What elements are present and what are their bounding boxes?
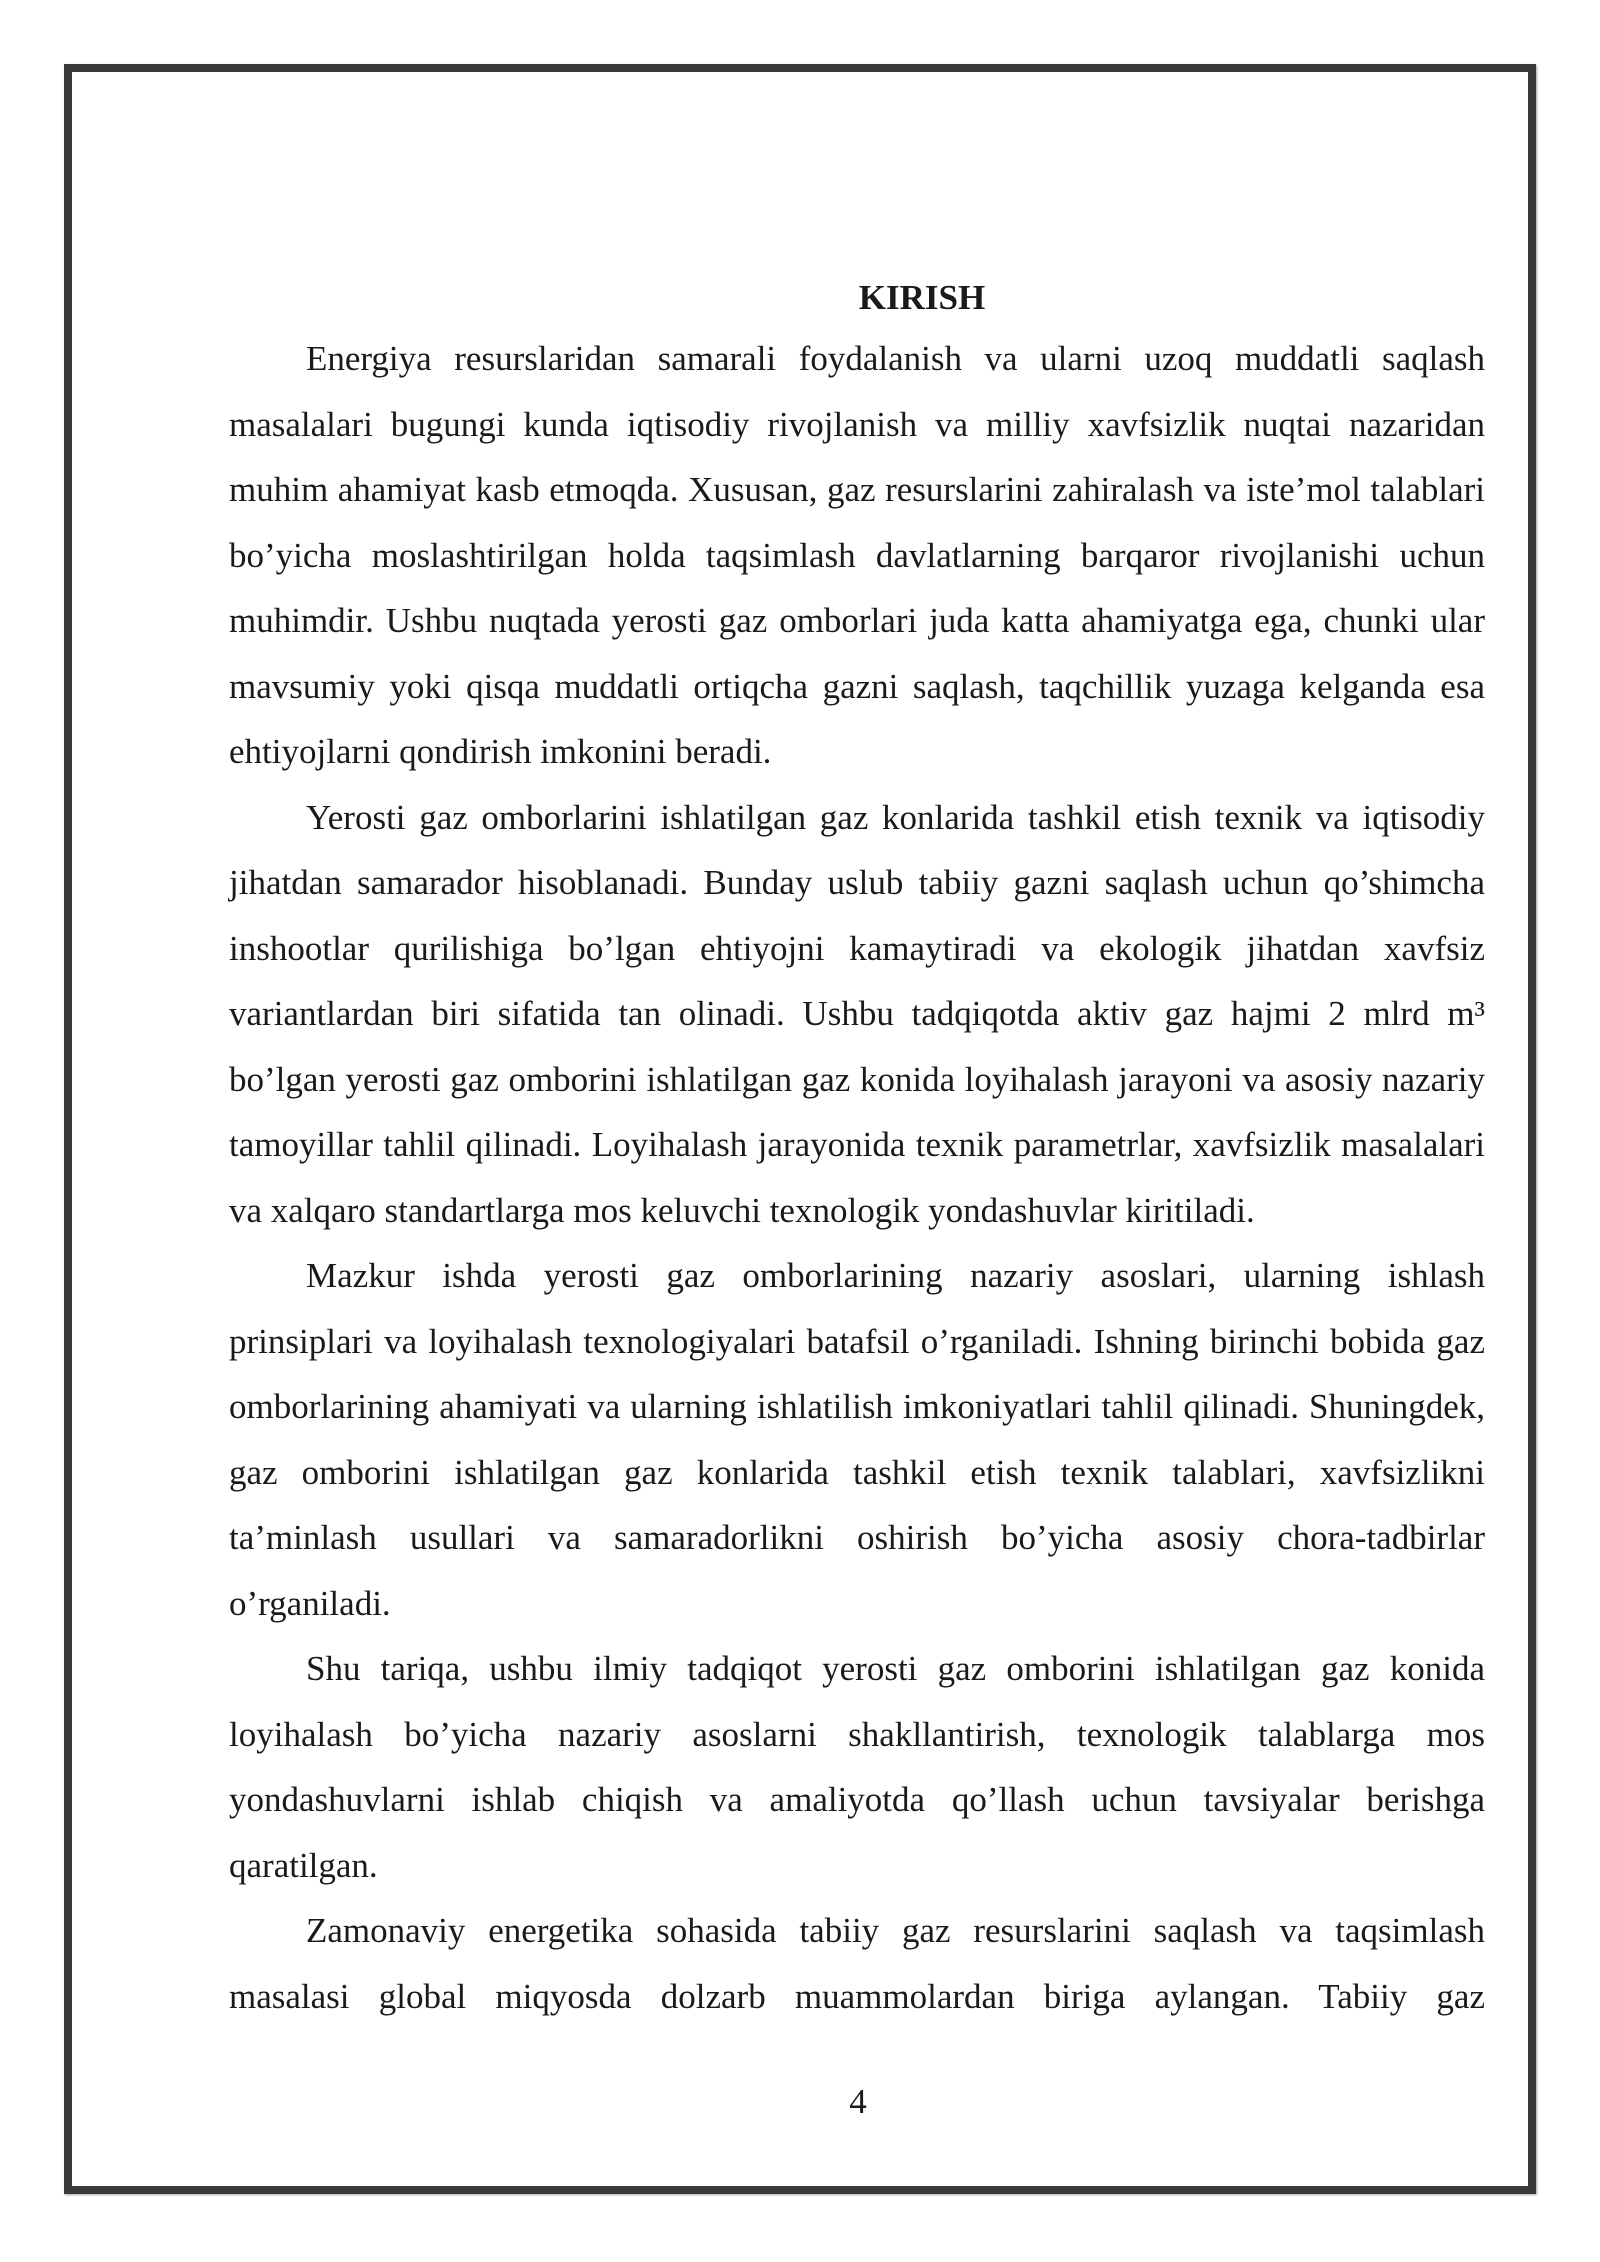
paragraph-3: Mazkur ishda yerosti gaz omborlarining nazariy asoslari, ularning ishlash prinsiplari va loyihalash texnologiyalari batafsil o’rganiladi. Ishning birinchi bobida gaz omborlarining ahamiyati va ularning ishlatilish imkoniyatlari tahlil qilinadi. Shuningdek, gaz omborini ishlatilgan gaz konlarida tashkil etish texnik talablari, xavfsizlikni ta’minlash usullari va samaradorlikni oshirish bo’yicha asosiy chora-tadbirlar o’rganiladi. [229, 1256, 1485, 1623]
paragraph-5: Zamonaviy energetika sohasida tabiiy gaz resurslarini saqlash va taqsimlash masalasi global miqyosda dolzarb muammolardan biriga aylangan. Tabiiy gaz [229, 1911, 1485, 2016]
paragraph-1: Energiya resurslaridan samarali foydalanish va ularni uzoq muddatli saqlash masalalari bugungi kunda iqtisodiy rivojlanish va milliy xavfsizlik nuqtai nazaridan muhim ahamiyat kasb etmoqda. Xususan, gaz resurslarini zahiralash va iste’mol talablari bo’yicha moslashtirilgan holda taqsimlash davlatlarning barqaror rivojlanishi uchun muhimdir. Ushbu nuqtada yerosti gaz omborlari juda katta ahamiyatga ega, chunki ular mavsumiy yoki qisqa muddatli ortiqcha gazni saqlash, taqchillik yuzaga kelganda esa ehtiyojlarni qondirish imkonini beradi. [229, 339, 1485, 771]
paragraph-4: Shu tariqa, ushbu ilmiy tadqiqot yerosti gaz omborini ishlatilgan gaz konida loyihalash bo’yicha nazariy asoslarni shakllantirish, texnologik talablarga mos yondashuvlarni ishlab chiqish va amaliyotda qo’llash uchun tavsiyalar berishga qaratilgan. [229, 1649, 1485, 1885]
paragraph-2: Yerosti gaz omborlarini ishlatilgan gaz konlarida tashkil etish texnik va iqtisodiy jihatdan samarador hisoblanadi. Bunday uslub tabiiy gazni saqlash uchun qo’shimcha inshootlar qurilishiga bo’lgan ehtiyojni kamaytiradi va ekologik jihatdan xavfsiz variantlardan biri sifatida tan olinadi. Ushbu tadqiqotda aktiv gaz hajmi 2 mlrd m³ bo’lgan yerosti gaz omborini ishlatilgan gaz konida loyihalash jarayoni va asosiy nazariy tamoyillar tahlil qilinadi. Loyihalash jarayonida texnik parametrlar, xavfsizlik masalalari va xalqaro standartlarga mos keluvchi texnologik yondashuvlar kiritiladi. [229, 797, 1485, 1230]
page-number: 4 [849, 2082, 867, 2121]
section-heading: KIRISH [858, 278, 986, 317]
document-body [229, 278, 1485, 2029]
